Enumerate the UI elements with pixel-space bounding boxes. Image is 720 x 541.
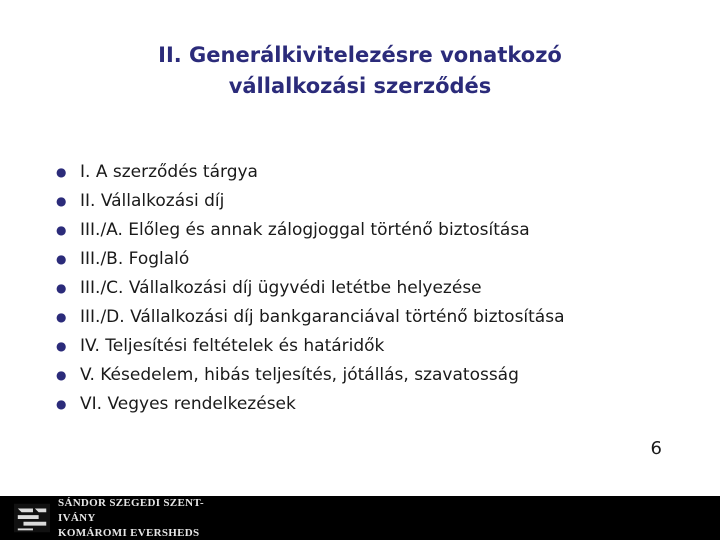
slide-title	[0, 40, 720, 102]
bullet-item	[54, 361, 565, 390]
page-number: 6	[650, 438, 662, 459]
slide-title-line-1: II. Generálkivitelezésre vonatkozó	[158, 43, 562, 67]
firm-logo-text	[58, 496, 232, 541]
bullet-text: III./A. Előleg és annak zálogjoggal történő biztosítása	[80, 220, 530, 240]
bullet-text: V. Késedelem, hibás teljesítés, jótállás, szavatosság	[80, 365, 519, 385]
bullet-text: I. A szerződés tárgya	[80, 162, 258, 182]
bullet-dot-icon: ●	[56, 368, 67, 382]
firm-name-line-1: SÁNDOR SZEGEDI SZENT-IVÁNY	[58, 496, 204, 524]
bullet-item	[54, 158, 565, 187]
bullet-dot-icon: ●	[56, 165, 67, 179]
bullet-item	[54, 332, 565, 361]
bullet-dot-icon: ●	[56, 194, 67, 208]
firm-logo-icon	[14, 503, 50, 533]
bullet-dot-icon: ●	[56, 252, 67, 266]
footer-bar	[0, 496, 720, 540]
firm-logo	[14, 496, 232, 539]
bullet-text: IV. Teljesítési feltételek és határidők	[80, 336, 385, 356]
slide-title-line-2: vállalkozási szerződés	[228, 74, 492, 98]
bullet-dot-icon: ●	[56, 310, 67, 324]
bullet-text: III./B. Foglaló	[80, 249, 190, 269]
bullet-item	[54, 187, 565, 216]
bullet-text: III./C. Vállalkozási díj ügyvédi letétbe helyezése	[80, 278, 482, 298]
bullet-item	[54, 274, 565, 303]
bullet-item	[54, 303, 565, 332]
firm-name-line-2: KOMÁROMI EVERSHEDS	[58, 526, 200, 539]
bullet-text: VI. Vegyes rendelkezések	[80, 394, 296, 414]
bullet-dot-icon: ●	[56, 339, 67, 353]
bullet-text: III./D. Vállalkozási díj bankgaranciával történő biztosítása	[80, 307, 565, 327]
bullet-dot-icon: ●	[56, 397, 67, 411]
bullet-item	[54, 390, 565, 419]
bullet-item	[54, 216, 565, 245]
bullet-dot-icon: ●	[56, 223, 67, 237]
bullet-list	[54, 158, 565, 419]
bullet-text: II. Vállalkozási díj	[80, 191, 225, 211]
bullet-dot-icon: ●	[56, 281, 67, 295]
bullet-item	[54, 245, 565, 274]
